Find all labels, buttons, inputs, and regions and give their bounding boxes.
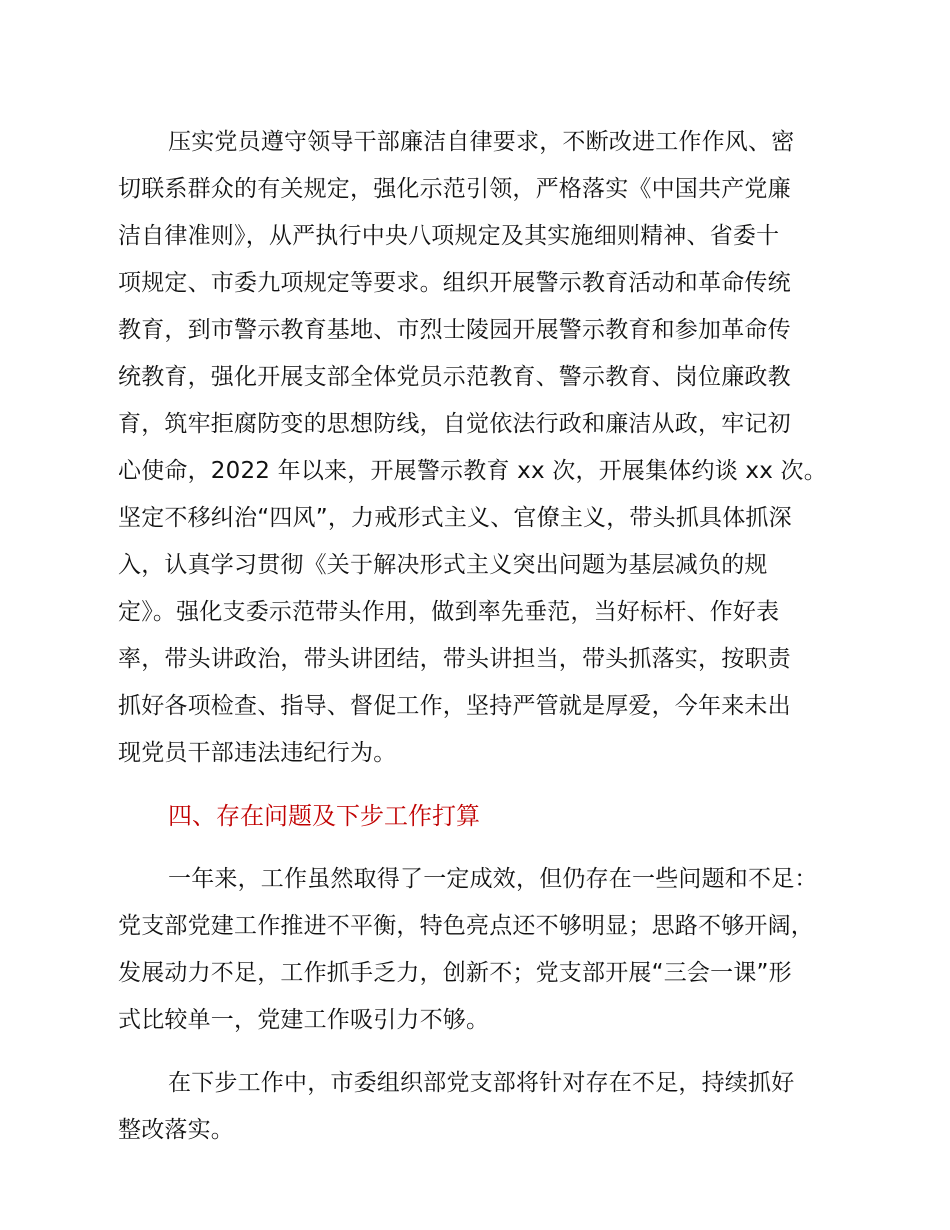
paragraph-3-line: 在下步工作中，市委组织部党支部将针对存在不足，持续抓好 bbox=[168, 1070, 795, 1096]
paragraph-1-line: 现党员干部违法违纪行为。 bbox=[118, 740, 397, 766]
paragraph-1-line: 项规定、市委九项规定等要求。组织开展警示教育活动和革命传统 bbox=[118, 270, 791, 296]
paragraph-3-line: 整改落实。 bbox=[118, 1117, 234, 1143]
paragraph-1-line: 洁自律准则》，从严执行中央八项规定及其实施细则精神、省委十 bbox=[118, 223, 780, 249]
paragraph-2-line: 一年来，工作虽然取得了一定成效，但仍存在一些问题和不足： bbox=[168, 866, 818, 892]
paragraph-1-line: 抓好各项检查、指导、督促工作，坚持严管就是厚爱，今年来未出 bbox=[118, 693, 791, 719]
paragraph-1-line: 坚定不移纠治“四风”，力戒形式主义、官僚主义，带头抓具体抓深 bbox=[118, 505, 792, 531]
paragraph-1-line: 统教育，强化开展支部全体党员示范教育、警示教育、岗位廉政教 bbox=[118, 364, 791, 390]
paragraph-2-line: 式比较单一，党建工作吸引力不够。 bbox=[118, 1007, 490, 1033]
section-heading: 四、存在问题及下步工作打算 bbox=[168, 802, 480, 830]
paragraph-1-line: 切联系群众的有关规定，强化示范引领，严格落实《中国共产党廉 bbox=[118, 176, 791, 202]
paragraph-1-line: 育，筑牢拒腐防变的思想防线，自觉依法行政和廉洁从政，牢记初 bbox=[118, 411, 791, 437]
paragraph-1-line: 压实党员遵守领导干部廉洁自律要求，不断改进工作作风、密 bbox=[168, 129, 795, 155]
paragraph-1-line: 入，认真学习贯彻《关于解决形式主义突出问题为基层减负的规 bbox=[118, 552, 768, 578]
paragraph-2-line: 党支部党建工作推进不平衡，特色亮点还不够明显；思路不够开阔， bbox=[118, 913, 814, 939]
paragraph-1-line: 心使命，2022 年以来，开展警示教育 xx 次，开展集体约谈 xx 次。 bbox=[118, 458, 827, 484]
paragraph-1-line: 率，带头讲政治，带头讲团结，带头讲担当，带头抓落实，按职责 bbox=[118, 646, 791, 672]
paragraph-1-line: 教育，到市警示教育基地、市烈士陵园开展警示教育和参加革命传 bbox=[118, 317, 791, 343]
paragraph-2-line: 发展动力不足，工作抓手乏力，创新不；党支部开展“三会一课”形 bbox=[118, 960, 792, 986]
paragraph-1-line: 定》。强化支委示范带头作用，做到率先垂范，当好标杆、作好表 bbox=[118, 599, 780, 625]
